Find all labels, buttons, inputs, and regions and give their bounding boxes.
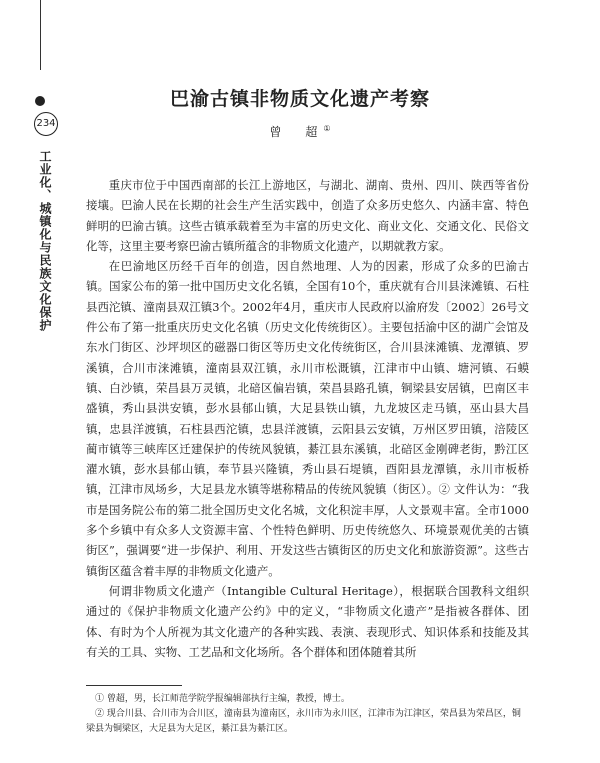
paragraph-3: 何谓非物质文化遗产（Intangible Cultural Heritage），根据联合国教科文组织通过的《保护非物质文化遗产公约》中的定义，“非物质文化遗产”是指被各群体、团体、有时为个人所视为其文化遗产的各种实践、表演、表现形式、知识体系和技能及其有关的工具、实物、工艺品和文化场所。各个群体和团体随着其所 <box>86 583 529 659</box>
page-number: 234 <box>34 112 58 136</box>
author-name: 曾 超 <box>269 125 324 139</box>
paragraph-1: 重庆市位于中国西南部的长江上游地区，与湖北、湖南、贵州、四川、陕西等省份接壤。巴渝人民在长期的社会生产生活实践中，创造了众多历史悠久、内涵丰富、特色鲜明的巴渝古镇。这些古镇承载着至为丰富的历史文化、商业文化、交通文化、民俗文化等，这里主要考察巴渝古镇所蕴含的非物质文化遗产，以期就教方家。 <box>86 178 529 253</box>
paragraph-2: 在巴渝地区历经千百年的创造，因自然地理、人为的因素，形成了众多的巴渝古镇。国家公布的第一批中国历史文化名镇，全国有10个，重庆就有合川县涞滩镇、石柱县西沱镇、潼南县双江镇3个。2002年4月，重庆市人民政府以渝府发〔2002〕26号文件公布了第一批重庆历史文化名镇（历史文化传统街区）。主要包括渝中区的湖广会馆及东水门街区、沙坪坝区的磁器口街区等历史文化传统街区，合川县涞滩镇、龙潭镇、罗溪镇，合川市涞滩镇，潼南县双江镇，永川市松溉镇，江津市中山镇、塘河镇、石蟆镇、白沙镇，荣昌县万灵镇，北碚区偏岩镇，荣昌县路孔镇，铜梁县安居镇，巴南区丰盛镇，秀山县洪安镇，彭水县郁山镇，大足县铁山镇，九龙坡区走马镇，巫山县大昌镇，忠县洋渡镇，石柱县西沱镇，忠县洋渡镇，云阳县云安镇，万州区罗田镇，涪陵区蔺市镇等三峡库区迁建保护的传统风貌镇，綦江县东溪镇，北碚区金刚碑老街，黔江区濯水镇，彭水县郁山镇，奉节县兴隆镇，秀山县石堤镇，酉阳县龙潭镇，永川市板桥镇，江津市凤场乡，大足县龙水镇等堪称精品的传统风貌镇（街区）。② 文件认为：“我市是国务院公布的第二批全国历史文化名城，文化积淀丰厚，人文景观丰富。全市1000多个乡镇中有众多人文资源丰富、个性特色鲜明、历史传统悠久、环境景观优美的古镇街区”，强调要“进一步保护、利用、开发这些古镇街区的历史文化和旅游资源”。这些古镇街区蕴含着丰厚的非物质文化遗产。 <box>86 259 529 578</box>
footnote-2: ② 现合川县、合川市为合川区，潼南县为潼南区，永川市为永川区，江津市为江津区，荣昌县为荣昌区，铜梁县为铜梁区，大足县为大足区，綦江县为綦江区。 <box>86 709 521 734</box>
article-author <box>0 123 600 140</box>
article-body <box>86 175 529 662</box>
footnotes <box>86 692 529 737</box>
footnote-rule <box>86 685 182 686</box>
footnote-1: ① 曾超，男，长江师范学院学报编辑部执行主编，教授，博士。 <box>95 694 350 704</box>
series-title: 工业化、城镇化与民族文化保护 <box>38 150 52 332</box>
margin-rule <box>40 0 41 70</box>
author-note-mark: ① <box>323 124 331 133</box>
article-title: 巴渝古镇非物质文化遗产考察 <box>169 88 430 110</box>
